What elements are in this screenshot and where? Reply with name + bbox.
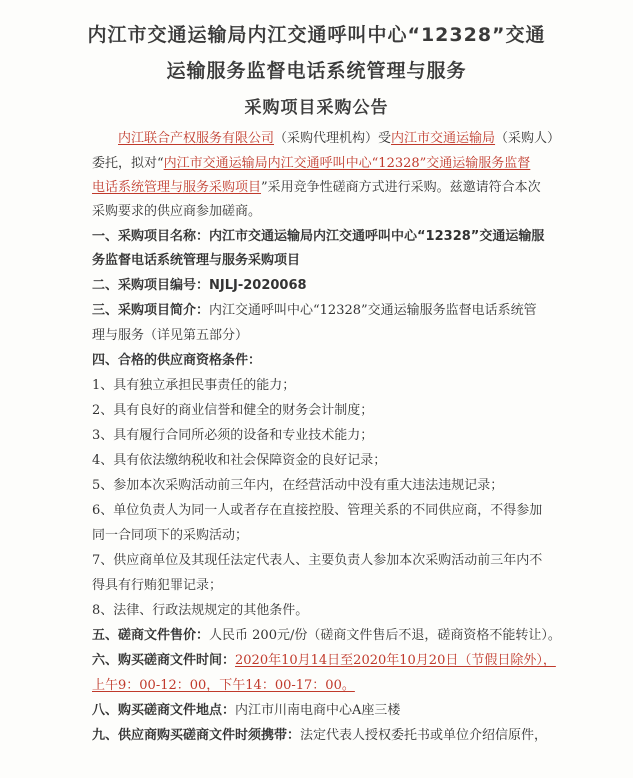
project-name-ref: 内江市交通运输局内江交通呼叫中心“12328”交通运输服务监督 bbox=[163, 156, 531, 171]
section-4-label: 四、合格的供应商资格条件： bbox=[92, 353, 262, 368]
list-item: 2、具有良好的商业信誉和健全的财务会计制度； bbox=[92, 403, 374, 418]
section-6-value: 2020年10月14日至2020年10月20日（节假日除外）， bbox=[235, 653, 556, 668]
list-item: 5、参加本次采购活动前三年内，在经营活动中没有重大违法违规记录； bbox=[92, 478, 504, 493]
list-item: 4、具有依法缴纳税收和社会保障资金的良好记录； bbox=[92, 453, 387, 468]
section-4 bbox=[0, 349, 633, 368]
section-1-cont bbox=[0, 249, 633, 268]
section-1-value-cont: 务监督电话系统管理与服务采购项目 bbox=[92, 253, 301, 268]
section-1 bbox=[0, 225, 633, 244]
section-8-label: 八、购买磋商文件地点： bbox=[92, 703, 236, 718]
list-item: 7、供应商单位及其现任法定代表人、主要负责人参加本次采购活动前三年内不 bbox=[92, 553, 543, 568]
buyer-name: 内江市交通运输局 bbox=[391, 131, 496, 146]
project-name-ref-cont: 电话系统管理与服务采购项目 bbox=[92, 180, 262, 195]
section-3-value: 内江交通呼叫中心“12328”交通运输服务监督电话系统管 bbox=[209, 303, 537, 318]
section-5-value: 人民币 200元/份（磋商文件售后不退，磋商资格不能转让）。 bbox=[209, 628, 561, 643]
section-2-label: 二、采购项目编号： bbox=[92, 278, 210, 293]
intro-line-1 bbox=[0, 127, 633, 146]
section-6-value-cont: 上午9：00-12：00，下午14：00-17：00。 bbox=[92, 678, 355, 693]
intro-l2-a: 委托，拟对“ bbox=[92, 156, 164, 171]
list-item: 同一合同项下的采购活动； bbox=[92, 528, 249, 543]
section-8 bbox=[0, 699, 633, 718]
section-9-label: 九、供应商购买磋商文件时须携带： bbox=[92, 728, 301, 743]
section-3 bbox=[0, 299, 633, 318]
section-3-value-cont: 理与服务（详见第五部分） bbox=[92, 328, 249, 343]
section-2-value: NJLJ-2020068 bbox=[209, 278, 307, 293]
list-item: 1、具有独立承担民事责任的能力； bbox=[92, 378, 296, 393]
list-item: 得具有行贿犯罪记录； bbox=[92, 578, 223, 593]
agency-name: 内江联合产权服务有限公司 bbox=[118, 131, 275, 146]
section-3-label: 三、采购项目简介： bbox=[92, 303, 210, 318]
title-line-1: 内江市交通运输局内江交通呼叫中心“12328”交通 bbox=[87, 24, 546, 46]
intro-line-3 bbox=[0, 176, 633, 195]
section-5-label: 五、磋商文件售价： bbox=[92, 628, 210, 643]
intro-line-4 bbox=[0, 200, 633, 219]
section-3-cont bbox=[0, 324, 633, 343]
agency-role: （采购代理机构）受 bbox=[274, 131, 392, 146]
section-6 bbox=[0, 649, 633, 668]
section-6-cont bbox=[0, 674, 633, 693]
section-9 bbox=[0, 724, 633, 743]
section-5 bbox=[0, 624, 633, 643]
section-1-value: 内江市交通运输局内江交通呼叫中心“12328”交通运输服 bbox=[209, 229, 545, 244]
title-line-3: 采购项目采购公告 bbox=[244, 98, 389, 118]
list-item: 3、具有履行合同所必须的设备和专业技术能力； bbox=[92, 428, 374, 443]
section-6-label: 六、购买磋商文件时间： bbox=[92, 653, 236, 668]
section-1-label: 一、采购项目名称： bbox=[92, 229, 210, 244]
title-line-2: 运输服务监督电话系统管理与服务 bbox=[166, 60, 467, 82]
buyer-role: （采购人） bbox=[495, 131, 561, 146]
intro-line-2 bbox=[0, 152, 633, 171]
section-9-value: 法定代表人授权委托书或单位介绍信原件， bbox=[300, 728, 548, 743]
list-item: 6、单位负责人为同一人或者存在直接控股、管理关系的不同供应商，不得参加 bbox=[92, 503, 543, 518]
intro-l4: 采购要求的供应商参加磋商。 bbox=[92, 204, 262, 219]
section-8-value: 内江市川南电商中心A座三楼 bbox=[235, 703, 401, 718]
intro-l3-b: ”采用竞争性磋商方式进行采购。兹邀请符合本次 bbox=[261, 180, 541, 195]
list-item: 8、法律、行政法规规定的其他条件。 bbox=[92, 603, 309, 618]
section-2 bbox=[0, 274, 633, 293]
